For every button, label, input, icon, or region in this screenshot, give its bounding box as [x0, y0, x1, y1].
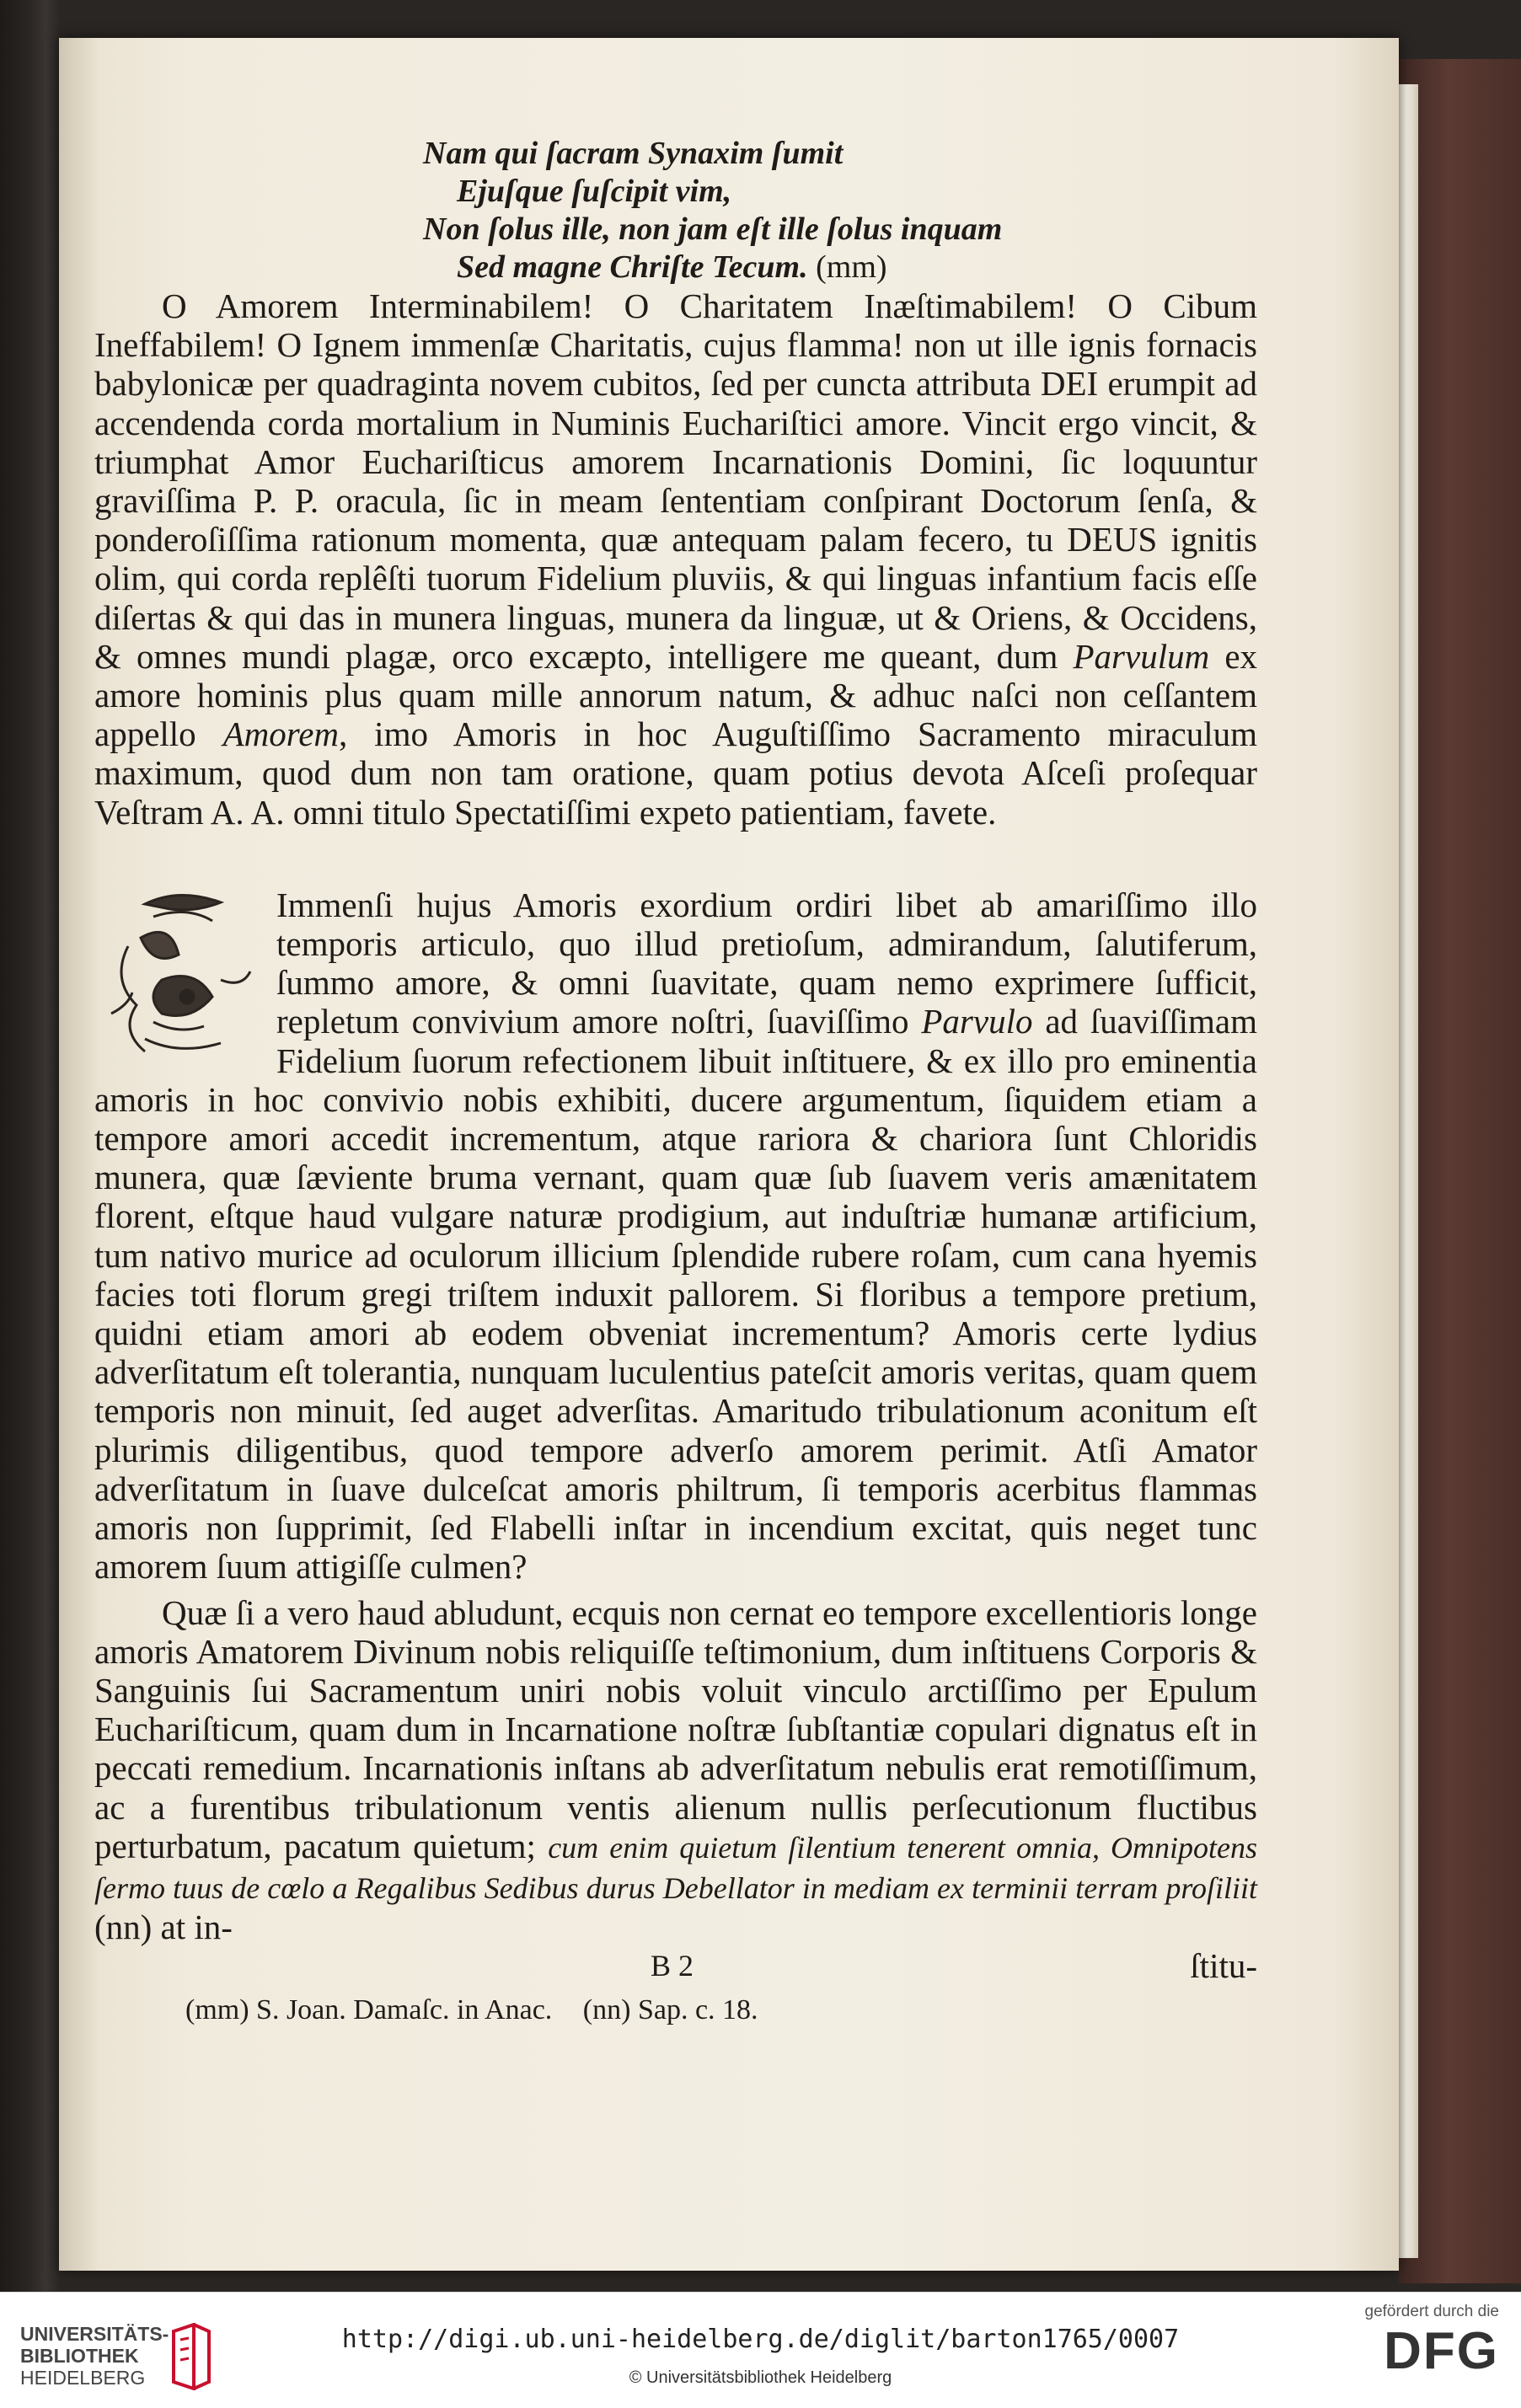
copyright-notice: © Universitätsbibliothek Heidelberg	[629, 2368, 892, 2387]
viewer-footer	[0, 2292, 1521, 2408]
section-gap	[94, 832, 1257, 886]
footnote-ref: (mm)	[816, 249, 887, 285]
paragraph	[94, 886, 1257, 1587]
paragraph-text: ad ſuaviſſimam Fidelium ſuorum refectionem libuit inſtituere, & ex illo pro eminentia amoris in hoc convivio nobis exhibiti, ducere argumentum, ſiquidem etiam a tempore amori accedit incrementum, atque rariora & chariora ſunt Chloridis munera, quæ ſæviente bruma vernant, quam quæ ſub ſuavem veris amænitatem florent, eſtque haud vulgare naturæ prodigium, aut induſtriæ humanæ artificium, tum nativo murice ad oculorum illicium ſplendide rubere roſam, cum cana hyemis facies toti florum gregi triſtem induxit pallorem. Si floribus a tempore pretium, quidni etiam amori ab eodem obveniat incrementum? Amoris certe lydius adverſitatum eſt tolerantia, nunquam luculentius pateſcit amoris veritas, quam quem temporis non minuit, ſed auget adverſitas. Amaritudo tribulationum aconitum eſt plurimis diligentibus, quod tempore adverſo amorem perimit. Atſi Amator adverſitatum in ſuave dulceſcat amoris philtrum, ſi temporis acerbitus flammas amoris non ſupprimit, ſed Flabelli inſtar in incendium excitat, quis neget tunc amorem ſuum attigiſſe culmen?	[94, 1002, 1257, 1587]
italic-word: Parvulo	[921, 1002, 1033, 1041]
paragraph	[94, 1593, 1257, 1947]
page-text	[94, 135, 1257, 2031]
italic-word: Amorem	[222, 714, 340, 754]
verse-line: Nam qui ſacram Synaxim ſumit	[423, 136, 844, 171]
verse-line	[94, 249, 1257, 286]
library-name-line: HEIDELBERG	[20, 2367, 146, 2389]
ornament-icon	[94, 887, 263, 1064]
signature-mark: B 2	[651, 1949, 694, 1983]
dfg-logo[interactable]	[1314, 2303, 1499, 2397]
italic-quote: cum enim quietum ſilentium tenerent omnia, Omnipotens ſermo tuus de cœlo a Regalibus Sedibus durus Debellator in mediam ex terminii terram proſiliit	[94, 1830, 1258, 1905]
verse-line-text: Sed magne Chriſte Tecum.	[457, 249, 808, 285]
paragraph-text: O Amorem Interminabilem! O Charitatem Inæſtimabilem! O Cibum Ineffabilem! O Ignem immenſæ Charitatis, cujus flamma! non ut ille ignis fornacis babylonicæ per quadraginta novem cubitos, ſed per cuncta attributa DEI erumpit ad accendenda corda mortalium in Numinis Euchariſtici amore. Vincit ergo vincit, & triumphat Amor Euchariſticus amorem Incarnationis Domini, ſic loquuntur graviſſima P. P. oracula, ſic in meam ſententiam conſpirant Doctorum ſenſa, & ponderoſiſſima rationum momenta, quæ antequam palam fecero, tu DEUS ignitis olim, qui corda replêſti tuorum Fidelium pluviis, & qui linguas infantium facis eſſe diſertas & qui das in munera linguas, munera da linguæ, ut & Oriens, & Occidens, & omnes mundi plagæ, orco excæpto, intelligere me queant, dum	[94, 286, 1257, 676]
funder-name: DFG	[1384, 2322, 1499, 2380]
library-name-line: BIBLIOTHEK	[20, 2345, 139, 2367]
footnote: (mm) S. Joan. Damaſc. in Anac.	[185, 1994, 553, 2026]
catchword: ſtitu-	[1190, 1946, 1257, 1986]
verse-line: Ejuſque ſuſcipit vim,	[457, 174, 732, 209]
verse-line: Non ſolus ille, non jam eſt ille ſolus inquam	[423, 211, 1003, 247]
footnotes	[94, 1990, 1257, 2031]
paragraph-text: , imo Amoris in hoc Auguſtiſſimo Sacramento miraculum maximum, quod dum non tam oratione, quam potius devota Aſceſi proſequar Veſtram A. A. omni titulo Spectatiſſimi expeto patientiam, favete.	[94, 714, 1257, 832]
footnote: (nn) Sap. c. 18.	[582, 1994, 758, 2026]
page-url-link[interactable]: http://digi.ub.uni-heidelberg.de/diglit/barton1765/0007	[341, 2325, 1180, 2354]
paragraph-text: ex amore hominis plus quam mille annorum natum, & adhuc naſci non ceſſantem appello	[94, 636, 1258, 754]
italic-word: Parvulum	[1073, 636, 1210, 676]
library-name-line: UNIVERSITÄTS-	[20, 2323, 169, 2345]
paragraph-text: Immenſi hujus Amoris exordium ordiri libet ab amariſſimo illo temporis articulo, quo illud pretioſum, admirandum, ſalutiferum, ſummo amore, & omni ſuavitate, quam nemo exprimere ſufficit, repletum convivium amore noſtri, ſuaviſſimo	[276, 885, 1257, 1041]
page-foot	[94, 1946, 1257, 1987]
paragraph	[94, 286, 1257, 832]
paragraph-text: Quæ ſi a vero haud abludunt, ecquis non cernat eo tempore excellentioris longe amoris Amatorem Divinum nobis reliquiſſe teſtimonium, dum inſtituens Corporis & Sanguinis ſui Sacramentum uniri nobis voluit vinculo arctiſſimo per Epulum Euchariſticum, quam dum in Incarnatione noſtræ ſubſtantiæ copulari dignatus eſt in peccati remedium. Incarnationis inſtans ab adverſitatum nebulis erat remotiſſimum, ac a furentibus tribulationum ventis alienum nullis perſecutionum fluctibus perturbatum, pacatum quietum;	[94, 1592, 1257, 1865]
funder-note: gefördert durch die	[1364, 2303, 1499, 2320]
verse-block	[94, 135, 1257, 286]
paragraph-text: (nn) at in-	[94, 1908, 233, 1947]
